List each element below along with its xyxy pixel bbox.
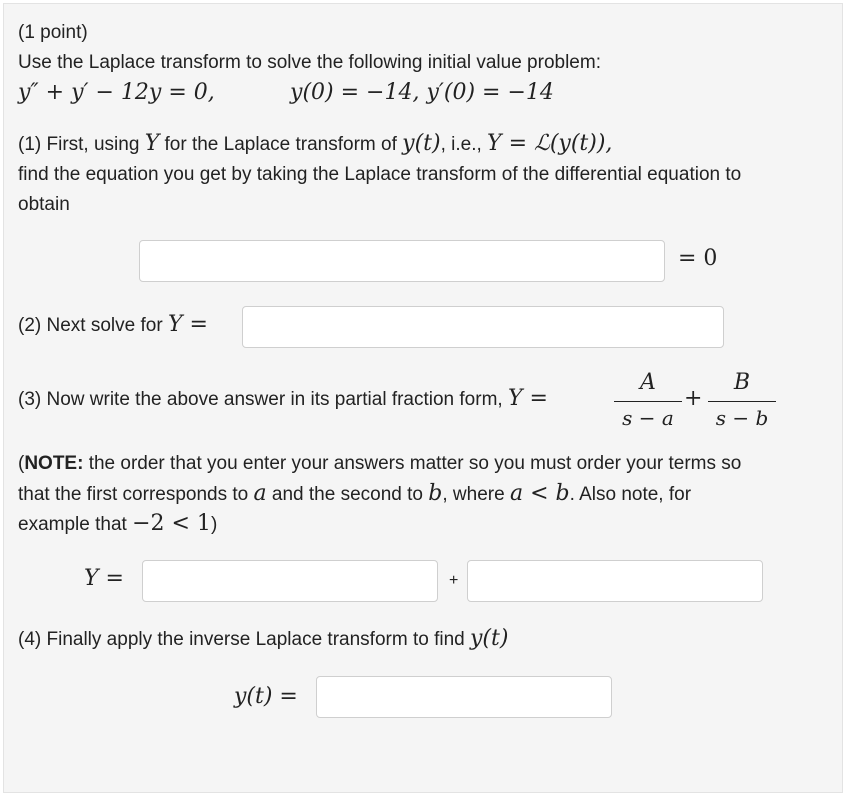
- part1-prefix: (1) First, using: [18, 134, 145, 155]
- fraction-B-numerator: B: [733, 370, 751, 395]
- part2-line: [18, 314, 208, 337]
- fraction-B: [708, 370, 776, 430]
- part1-yt: y(t): [402, 131, 441, 156]
- part1-line1: [18, 133, 612, 156]
- answer-plus: +: [449, 572, 459, 589]
- fraction-B-denominator: s − b: [715, 406, 769, 430]
- note-text1: the order that you enter your answers matter so you must order your terms so: [83, 453, 742, 474]
- intro-text: Use the Laplace transform to solve the following initial value problem:: [18, 52, 601, 73]
- yt-equals: y(t) =: [234, 684, 298, 709]
- part1-definition: Y = ℒ(y(t)),: [487, 131, 613, 156]
- note-a: a: [253, 481, 267, 506]
- note-line2: [18, 483, 691, 506]
- points-label: (1 point): [18, 22, 88, 43]
- note-text3a: example that: [18, 514, 133, 535]
- inverse-laplace-input[interactable]: [316, 676, 612, 718]
- note-bold: NOTE:: [24, 453, 84, 474]
- ode-text: y″ + y′ − 12y = 0,: [18, 80, 215, 105]
- note-example: −2 < 1: [132, 511, 211, 536]
- note-text3b: ): [210, 514, 218, 535]
- fraction-B-bar: [708, 401, 776, 402]
- solve-Y-input[interactable]: [242, 306, 724, 348]
- part4-line: [18, 628, 508, 651]
- note-line3: [18, 513, 217, 536]
- fraction-A-numerator: A: [640, 370, 656, 395]
- part2-Y-equals: Y =: [167, 312, 208, 337]
- partial-fraction-first-input[interactable]: [142, 560, 438, 602]
- note-open: (: [18, 453, 25, 474]
- note-text2a: that the first corresponds to: [18, 484, 254, 505]
- part1-Y: Y: [144, 131, 160, 156]
- part3-label: (3) Now write the above answer in its partial fraction form,: [18, 389, 508, 410]
- note-line1: [18, 453, 741, 475]
- ode-equation: [18, 82, 554, 105]
- fraction-A-denominator: s − a: [622, 406, 674, 430]
- part1-middle: for the Laplace transform of: [159, 134, 403, 155]
- note-inequality: a < b: [509, 481, 570, 506]
- note-text2d: . Also note, for: [569, 484, 692, 505]
- fraction-plus: +: [684, 386, 703, 411]
- part1-ie: , i.e.,: [440, 134, 488, 155]
- fraction-A-bar: [614, 401, 682, 402]
- part1-line3: obtain: [18, 194, 70, 215]
- partial-fraction-second-input[interactable]: [467, 560, 763, 602]
- part1-line2: find the equation you get by taking the Laplace transform of the differential equation to: [18, 164, 742, 185]
- laplace-equation-input[interactable]: [139, 240, 665, 282]
- part2-label: (2) Next solve for: [18, 315, 168, 336]
- equals-zero: = 0: [678, 246, 718, 271]
- initial-conditions: y(0) = −14, y′(0) = −14: [290, 80, 554, 105]
- note-b: b: [428, 481, 443, 506]
- part3-line: [18, 388, 548, 411]
- part4-label: (4) Finally apply the inverse Laplace transform to find: [18, 629, 470, 650]
- answer-Y-equals: Y =: [84, 566, 124, 591]
- part4-yt: y(t): [470, 626, 509, 651]
- note-text2c: , where: [442, 484, 510, 505]
- part3-Y-equals: Y =: [507, 386, 548, 411]
- note-text2b: and the second to: [266, 484, 429, 505]
- fraction-A: [614, 370, 682, 430]
